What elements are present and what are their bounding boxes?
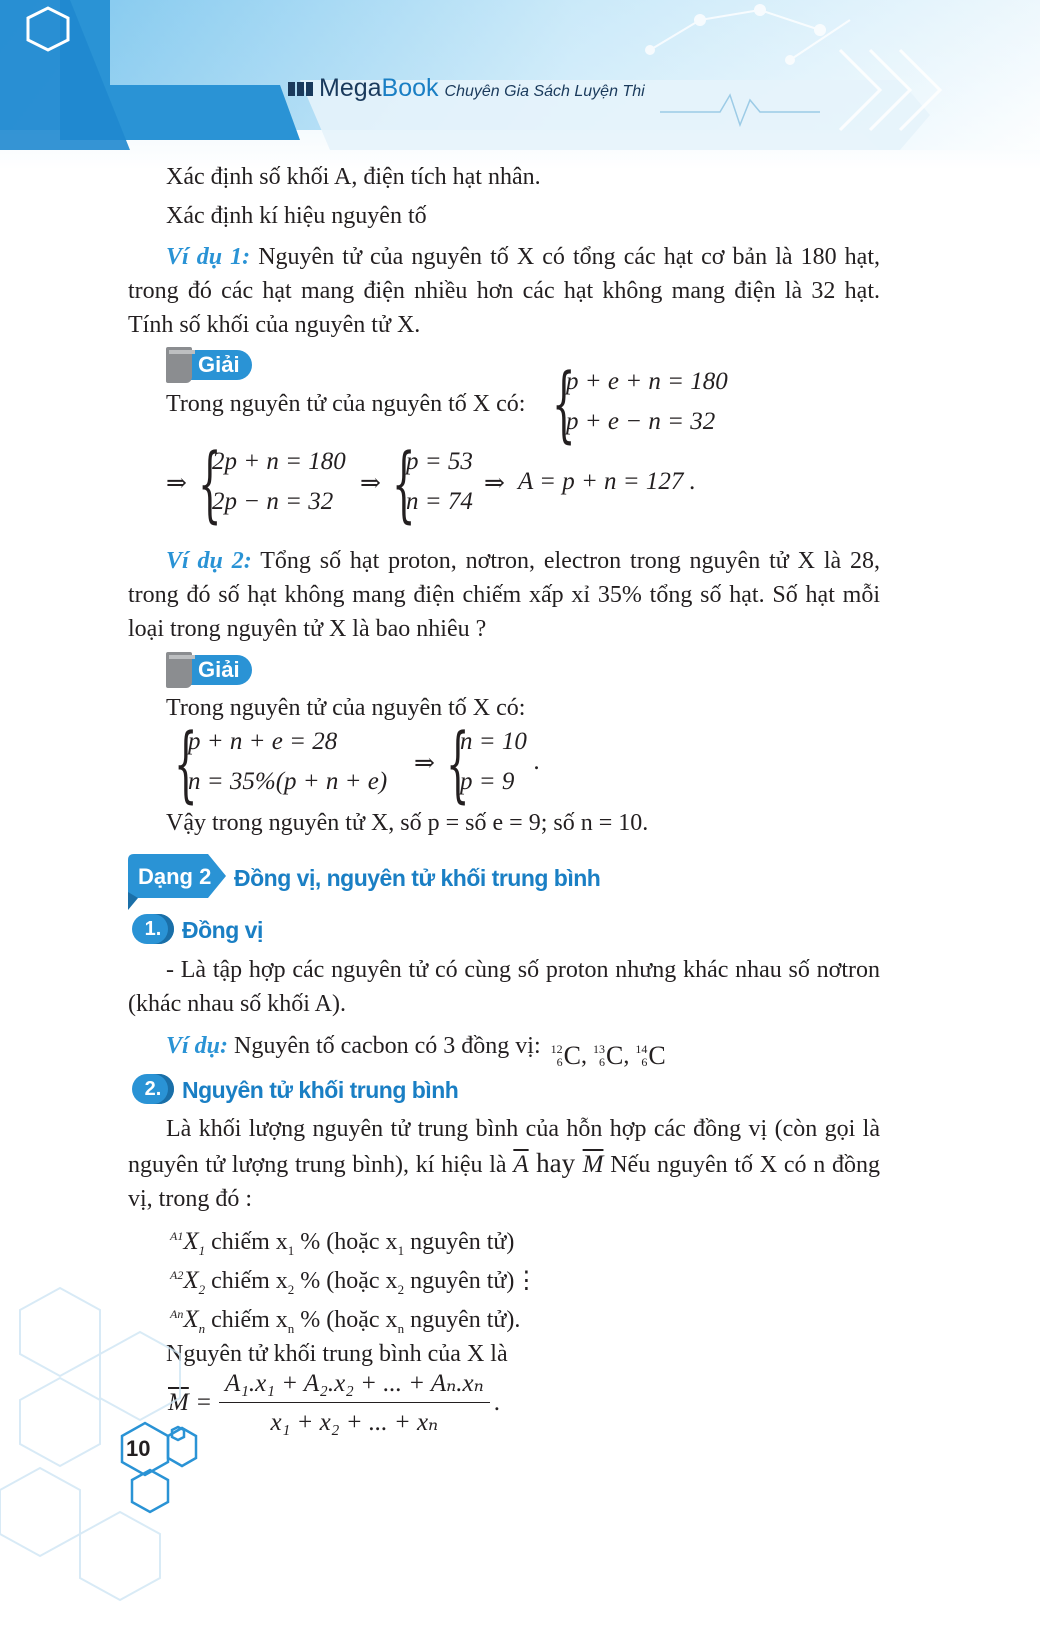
solution-label: Giải bbox=[188, 655, 252, 685]
section-badge: Dạng 2 bbox=[138, 864, 212, 889]
megabook-logo-icon bbox=[288, 82, 313, 96]
avg-mass-definition bbox=[128, 1112, 880, 1216]
implies-icon: ⇒ bbox=[414, 750, 435, 777]
item-element: X bbox=[183, 1267, 199, 1294]
isotope-element: C bbox=[563, 1041, 581, 1070]
eq-system-5-line-2: p = 9 bbox=[460, 768, 515, 795]
solution-tag-1 bbox=[166, 348, 252, 382]
eq-system-1-line-1: p + e + n = 180 bbox=[566, 368, 728, 395]
symbol-m-bar: $\overline{M}$ bbox=[582, 1151, 604, 1178]
item-element: X bbox=[183, 1228, 199, 1255]
subsection-1-number: 1. bbox=[132, 914, 174, 944]
isotope-mass: 13 bbox=[592, 1042, 605, 1056]
item-x2-index: n bbox=[397, 1320, 405, 1336]
item-element-index: 1 bbox=[198, 1242, 206, 1258]
avg-mass-text-b: Nếu nguyên tố X có n đồng vị, trong đó : bbox=[128, 1152, 881, 1212]
isotope-example bbox=[166, 1029, 672, 1073]
item-text-end: nguyên tử)⋮ bbox=[404, 1268, 539, 1294]
item-x-index: n bbox=[287, 1320, 295, 1336]
subsection-2-title: Nguyên tử khối trung bình bbox=[182, 1077, 459, 1103]
isotope-symbol bbox=[593, 1039, 629, 1073]
eq-system-1-line-2: p + e − n = 32 bbox=[566, 408, 716, 435]
item-x2-index: 1 bbox=[397, 1242, 405, 1258]
item-x-index: 1 bbox=[287, 1242, 295, 1258]
item-text-mid: chiếm x bbox=[205, 1268, 288, 1294]
isotope-element: C bbox=[648, 1041, 666, 1070]
item-x-index: 2 bbox=[287, 1281, 295, 1297]
footer-hexagons bbox=[0, 1250, 1040, 1646]
formula-dot: . bbox=[493, 1388, 501, 1416]
isotope-example-label: Ví dụ: bbox=[166, 1033, 229, 1059]
example-1-text bbox=[128, 240, 880, 342]
brace-icon: { bbox=[198, 437, 222, 532]
example-2-lead: Trong nguyên tử của nguyên tố X có: bbox=[166, 695, 526, 721]
item-mass: A1 bbox=[170, 1229, 184, 1243]
item-mass: An bbox=[170, 1307, 184, 1321]
isotope-list bbox=[551, 1039, 672, 1073]
implies-icon: ⇒ bbox=[484, 470, 505, 497]
example-2-text bbox=[128, 544, 880, 646]
hay-text: hay bbox=[528, 1148, 583, 1178]
eq-system-2-line-2: 2p − n = 32 bbox=[212, 488, 334, 515]
brace-icon: { bbox=[446, 717, 470, 812]
symbol-a-bar: $\overline{A}$ bbox=[513, 1151, 529, 1178]
eq-system-2-line-1: 2p + n = 180 bbox=[212, 448, 346, 475]
avg-mass-text-a: Là khối lượng nguyên tử trung bình của hỗn hợp các đồng vị (còn gọi là nguyên tử lượng trung bình), kí hiệu là bbox=[128, 1116, 880, 1178]
brace-icon: { bbox=[552, 357, 576, 452]
example-2-conclusion: Vậy trong nguyên tử X, số p = số e = 9; số n = 10. bbox=[166, 810, 649, 836]
item-text-end: nguyên tử) bbox=[404, 1229, 515, 1255]
isotope-separator: , bbox=[580, 1043, 587, 1069]
item-element-index: n bbox=[198, 1320, 206, 1336]
book-icon bbox=[166, 347, 192, 383]
example-2-label: Ví dụ 2: bbox=[166, 548, 252, 574]
item-x2-index: 2 bbox=[397, 1281, 405, 1297]
section-title: Đồng vị, nguyên tử khối trung bình bbox=[234, 865, 601, 891]
eq-system-3-line-2: n = 74 bbox=[406, 488, 473, 515]
page-number: 10 bbox=[126, 1436, 151, 1461]
solution-tag-2 bbox=[166, 653, 252, 687]
formula-denominator: x₁ + x₂ + ... + xₙ bbox=[270, 1409, 439, 1436]
isotope-separator: , bbox=[623, 1043, 630, 1069]
subsection-1-title: Đồng vị bbox=[182, 917, 263, 943]
isotope-atomic-number: 6 bbox=[598, 1055, 605, 1069]
example-1-body: Nguyên tử của nguyên tố X có tổng các hạt cơ bản là 180 hạt, trong đó các hạt mang điện nhiều hơn các hạt không mang điện là 32 hạt. Tính số khối của nguyên tử X. bbox=[128, 244, 881, 338]
item-text-tail: % (hoặc x bbox=[294, 1307, 398, 1333]
item-element: X bbox=[183, 1306, 199, 1333]
isotope-symbol bbox=[635, 1039, 665, 1073]
intro-line-1: Xác định số khối A, điện tích hạt nhân. bbox=[166, 164, 541, 190]
example-1-lead: Trong nguyên tử của nguyên tố X có: bbox=[166, 391, 526, 417]
brace-icon: { bbox=[174, 717, 198, 812]
isotope-atomic-number: 6 bbox=[556, 1055, 563, 1069]
brand-mega: Mega bbox=[319, 74, 382, 102]
isotope-definition: - Là tập hợp các nguyên tử có cùng số proton nhưng khác nhau số nơtron (khác nhau số khối A). bbox=[128, 957, 880, 1017]
implies-icon: ⇒ bbox=[166, 470, 187, 497]
example-2-body: Tổng số hạt proton, nơtron, electron trong nguyên tử X là 28, trong đó số hạt không mang điện chiếm xấp xỉ 35% tổng số hạt. Số hạt mỗi loại trong nguyên tử X là bao nhiêu ? bbox=[128, 548, 881, 642]
item-text-end: nguyên tử). bbox=[404, 1307, 521, 1333]
isotope-example-text: Nguyên tố cacbon có 3 đồng vị: bbox=[228, 1033, 547, 1059]
eq-system-3-line-1: p = 53 bbox=[406, 448, 473, 475]
item-element-index: 2 bbox=[198, 1281, 206, 1297]
avg-mass-lead: Nguyên tử khối trung bình của X là bbox=[166, 1341, 508, 1367]
eq-system-5-line-1: n = 10 bbox=[460, 728, 527, 755]
header-brand bbox=[288, 74, 645, 103]
book-icon bbox=[166, 652, 192, 688]
brand-book: Book bbox=[381, 74, 439, 102]
isotope-element: C bbox=[605, 1041, 624, 1070]
item-text-tail: % (hoặc x bbox=[294, 1268, 398, 1294]
eq-end-dot: . bbox=[534, 748, 541, 775]
brand-tagline: Chuyên Gia Sách Luyện Thi bbox=[444, 83, 645, 100]
formula-m-bar: $\overline{M}$ bbox=[168, 1388, 189, 1416]
isotope-symbol bbox=[551, 1039, 587, 1073]
isotope-atomic-number: 6 bbox=[641, 1055, 648, 1069]
brace-icon: { bbox=[392, 437, 416, 532]
example-1-result: A = p + n = 127 . bbox=[518, 468, 696, 495]
item-text-mid: chiếm x bbox=[205, 1307, 288, 1333]
subsection-2-number: 2. bbox=[132, 1074, 174, 1104]
solution-label: Giải bbox=[188, 350, 252, 380]
implies-icon: ⇒ bbox=[360, 470, 381, 497]
item-text-mid: chiếm x bbox=[205, 1229, 288, 1255]
example-1-label: Ví dụ 1: bbox=[166, 244, 251, 270]
intro-line-2: Xác định kí hiệu nguyên tố bbox=[166, 203, 427, 229]
isotope-mass: 12 bbox=[550, 1042, 563, 1056]
formula-numerator: A₁.x₁ + A₂.x₂ + ... + Aₙ.xₙ bbox=[219, 1368, 490, 1403]
item-text-tail: % (hoặc x bbox=[294, 1229, 398, 1255]
item-mass: A2 bbox=[170, 1268, 184, 1282]
eq-system-4-line-2: n = 35%(p + n + e) bbox=[188, 768, 388, 795]
eq-system-4-line-1: p + n + e = 28 bbox=[188, 728, 338, 755]
isotope-mass: 14 bbox=[635, 1042, 648, 1056]
formula-equals: = bbox=[196, 1388, 211, 1416]
